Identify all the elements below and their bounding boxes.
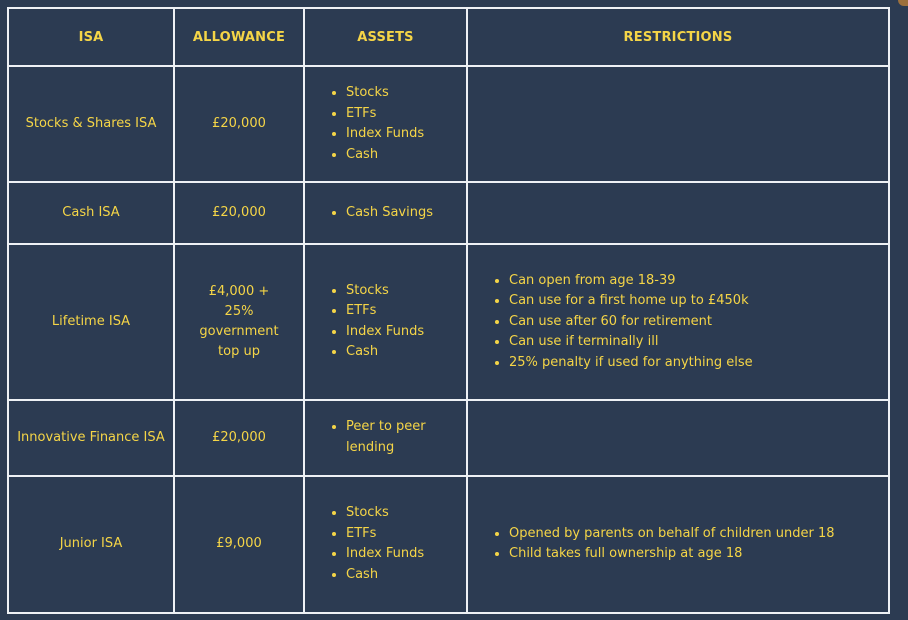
list-item: • ETFs: [346, 104, 458, 125]
header-assets: ASSETS: [304, 8, 467, 66]
header-allowance: ALLOWANCE: [174, 8, 304, 66]
restrictions-list: [476, 524, 880, 565]
isa-comparison-table: [7, 7, 890, 614]
assets-cell: [304, 182, 467, 244]
assets-cell: [304, 66, 467, 182]
assets-cell: [304, 476, 467, 613]
table-row: [8, 66, 889, 182]
isa-name: Stocks & Shares ISA: [8, 66, 174, 182]
list-item: • Stocks: [346, 281, 458, 302]
list-item: • Child takes full ownership at age 18: [509, 544, 880, 565]
list-item: • Cash: [346, 145, 458, 166]
list-item: • Peer to peer lending: [346, 417, 448, 458]
restrictions-cell: [467, 66, 889, 182]
allowance: £20,000: [174, 66, 304, 182]
list-item: • Can open from age 18-39: [509, 271, 880, 292]
table-row: [8, 476, 889, 613]
assets-cell: [304, 400, 467, 476]
list-item: • Stocks: [346, 503, 458, 524]
assets-list: [313, 203, 458, 224]
header-restrictions: RESTRICTIONS: [467, 8, 889, 66]
restrictions-cell: [467, 476, 889, 613]
list-item: • Can use for a first home up to £450k: [509, 291, 880, 312]
restrictions-list: [476, 271, 880, 374]
table-body: [8, 66, 889, 613]
allowance: £4,000 + 25% government top up: [174, 244, 304, 400]
restrictions-cell: [467, 244, 889, 400]
list-item: • ETFs: [346, 301, 458, 322]
isa-name: Cash ISA: [8, 182, 174, 244]
list-item: • Opened by parents on behalf of children under 18: [509, 524, 880, 545]
isa-name: Junior ISA: [8, 476, 174, 613]
assets-list: [313, 83, 458, 165]
list-item: • Can use after 60 for retirement: [509, 312, 880, 333]
list-item: • Index Funds: [346, 544, 458, 565]
table-row: [8, 244, 889, 400]
restrictions-cell: [467, 400, 889, 476]
list-item: • Cash Savings: [346, 203, 458, 224]
list-item: • Index Funds: [346, 322, 458, 343]
allowance: £9,000: [174, 476, 304, 613]
allowance: £20,000: [174, 400, 304, 476]
table-row: [8, 182, 889, 244]
assets-list: [313, 417, 458, 458]
isa-name: Lifetime ISA: [8, 244, 174, 400]
table-header: [8, 8, 889, 66]
table-row: [8, 400, 889, 476]
list-item: • Cash: [346, 342, 458, 363]
list-item: • ETFs: [346, 524, 458, 545]
restrictions-cell: [467, 182, 889, 244]
list-item: • Can use if terminally ill: [509, 332, 880, 353]
assets-cell: [304, 244, 467, 400]
list-item: • Stocks: [346, 83, 458, 104]
list-item: • 25% penalty if used for anything else: [509, 353, 880, 374]
allowance: £20,000: [174, 182, 304, 244]
header-isa: ISA: [8, 8, 174, 66]
list-item: • Cash: [346, 565, 458, 586]
assets-list: [313, 281, 458, 363]
isa-name: Innovative Finance ISA: [8, 400, 174, 476]
corner-decoration: [898, 0, 908, 6]
assets-list: [313, 503, 458, 585]
header-row: [8, 8, 889, 66]
list-item: • Index Funds: [346, 124, 458, 145]
